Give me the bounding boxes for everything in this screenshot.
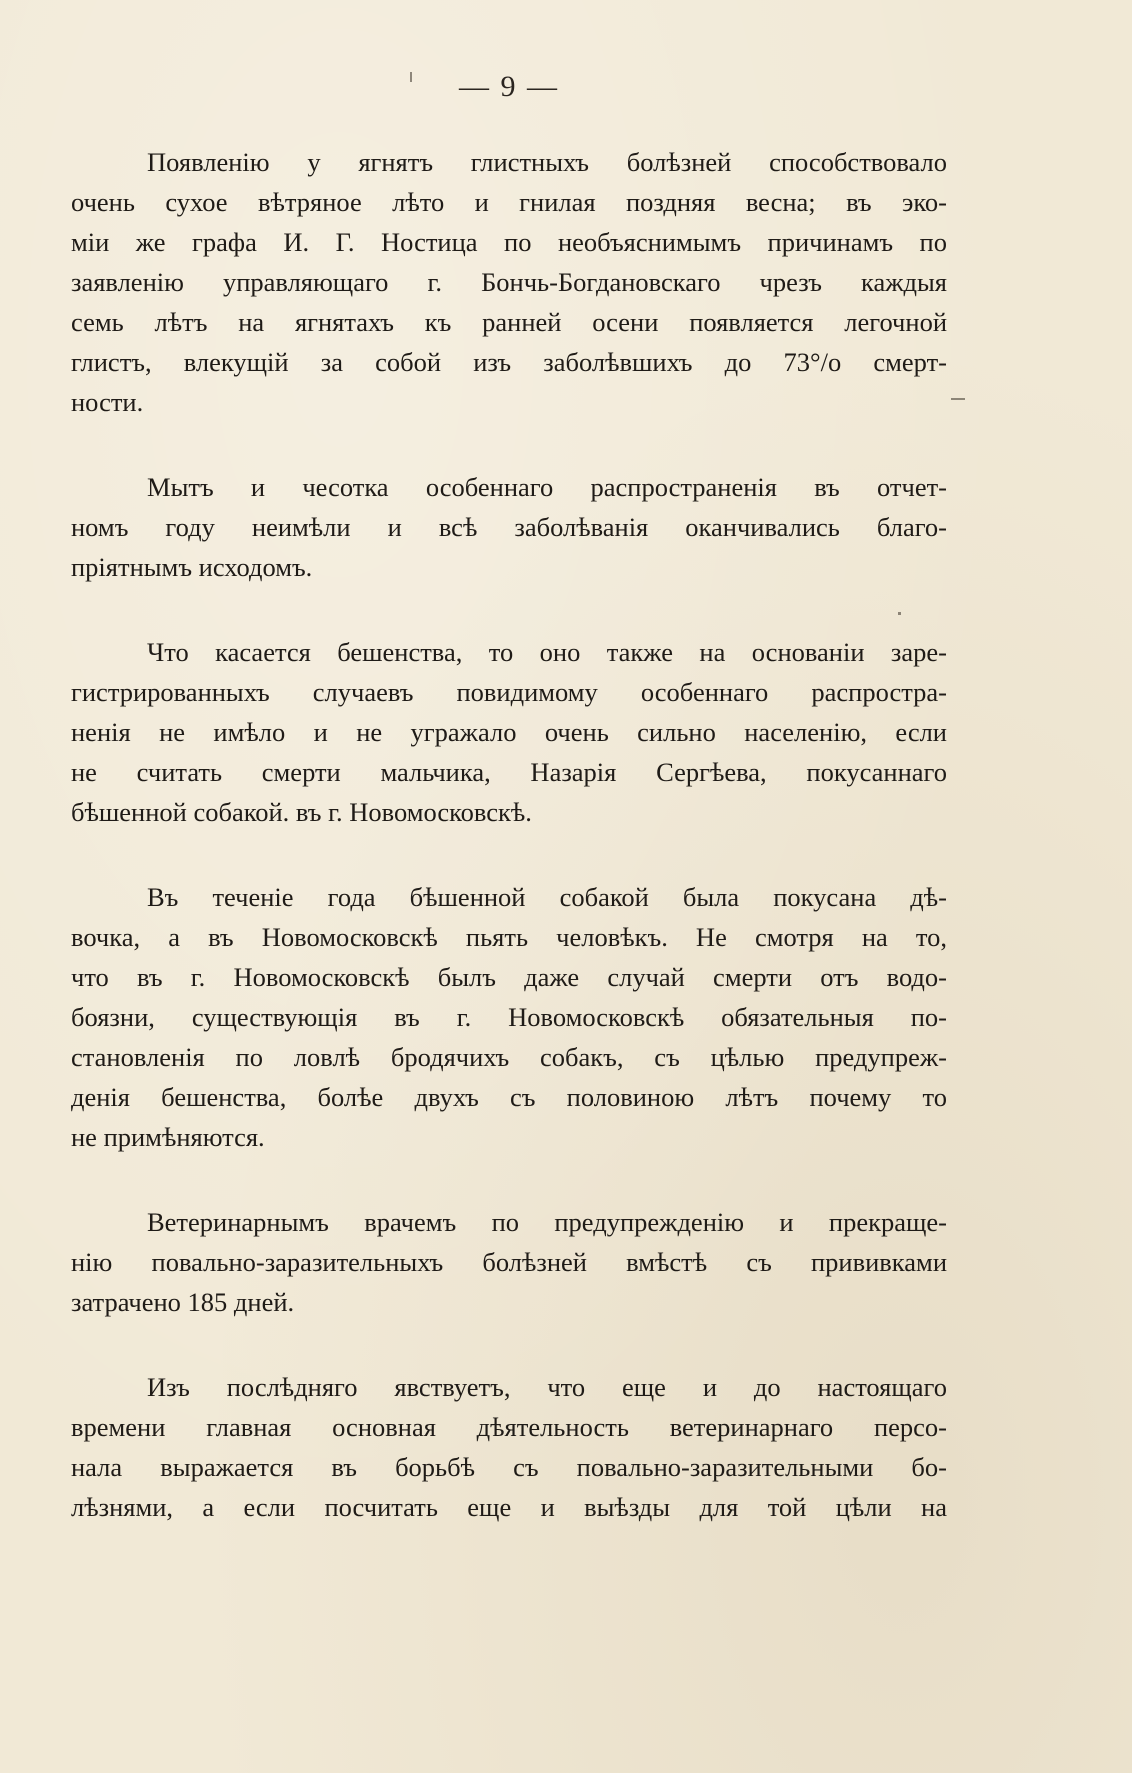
body-text: [71, 142, 947, 1572]
text-line: не считать смерти мальчика, Назарія Сергѣева, покусаннаго: [71, 757, 947, 787]
text-line: лѣзнями, а если посчитать еще и выѣзды для той цѣли на: [71, 1492, 947, 1522]
text-line: очень сухое вѣтряное лѣто и гнилая поздняя весна; въ эко-: [71, 187, 947, 217]
paragraph: [71, 467, 947, 587]
text-line: денія бешенства, болѣе двухъ съ половиною лѣтъ почему то: [71, 1082, 947, 1112]
text-line: Въ теченіе года бѣшенной собакой была покусана дѣ-: [147, 882, 947, 912]
text-line: ненія не имѣло и не угражало очень сильно населенію, если: [71, 717, 947, 747]
page-number: — 9 —: [459, 70, 559, 103]
text-line: пріятнымъ исходомъ.: [71, 552, 313, 582]
text-line: Появленію у ягнятъ глистныхъ болѣзней способствовало: [147, 147, 947, 177]
text-line: что въ г. Новомосковскѣ былъ даже случай смерти отъ водо-: [71, 962, 947, 992]
text-line: не примѣняются.: [71, 1122, 265, 1152]
text-line: глистъ, влекущій за собой изъ заболѣвшихъ до 73°/о смерт-: [71, 347, 947, 377]
text-line: ности.: [71, 387, 144, 417]
text-line: нала выражается въ борьбѣ съ повально-заразительными бо-: [71, 1452, 947, 1482]
text-line: Изъ послѣдняго явствуетъ, что еще и до настоящаго: [147, 1372, 947, 1402]
text-line: боязни, существующія въ г. Новомосковскѣ обязательныя по-: [71, 1002, 947, 1032]
text-line: Ветеринарнымъ врачемъ по предупрежденію и прекраще-: [147, 1207, 947, 1237]
text-line: гистрированныхъ случаевъ повидимому особеннаго распростра-: [71, 677, 947, 707]
text-line: времени главная основная дѣятельность ветеринарнаго персо-: [71, 1412, 947, 1442]
text-line: міи же графа И. Г. Ностица по необъяснимымъ причинамъ по: [71, 227, 947, 257]
text-line: бѣшенной собакой. въ г. Новомосковскѣ.: [71, 797, 532, 827]
ink-speck: [410, 72, 412, 82]
text-line: нію повально-заразительныхъ болѣзней вмѣстѣ съ прививками: [71, 1247, 947, 1277]
paragraph: [71, 1202, 947, 1322]
text-line: затрачено 185 дней.: [71, 1287, 295, 1317]
paragraph: [71, 1367, 947, 1527]
text-line: заявленію управляющаго г. Бончь-Богдановскаго чрезъ каждыя: [71, 267, 947, 297]
paragraph: [71, 877, 947, 1157]
text-line: Мытъ и чесотка особеннаго распространенія въ отчет-: [147, 472, 947, 502]
text-line: становленія по ловлѣ бродячихъ собакъ, съ цѣлью предупреж-: [71, 1042, 947, 1072]
ink-speck: [951, 398, 965, 400]
paragraph: [71, 632, 947, 832]
text-line: номъ году неимѣли и всѣ заболѣванія оканчивались благо-: [71, 512, 947, 542]
text-line: семь лѣтъ на ягнятахъ къ ранней осени появляется легочной: [71, 307, 947, 337]
paragraph: [71, 142, 947, 422]
text-line: Что касается бешенства, то оно также на основаніи заре-: [147, 637, 947, 667]
text-line: вочка, а въ Новомосковскѣ пьять человѣкъ. Не смотря на то,: [71, 922, 947, 952]
